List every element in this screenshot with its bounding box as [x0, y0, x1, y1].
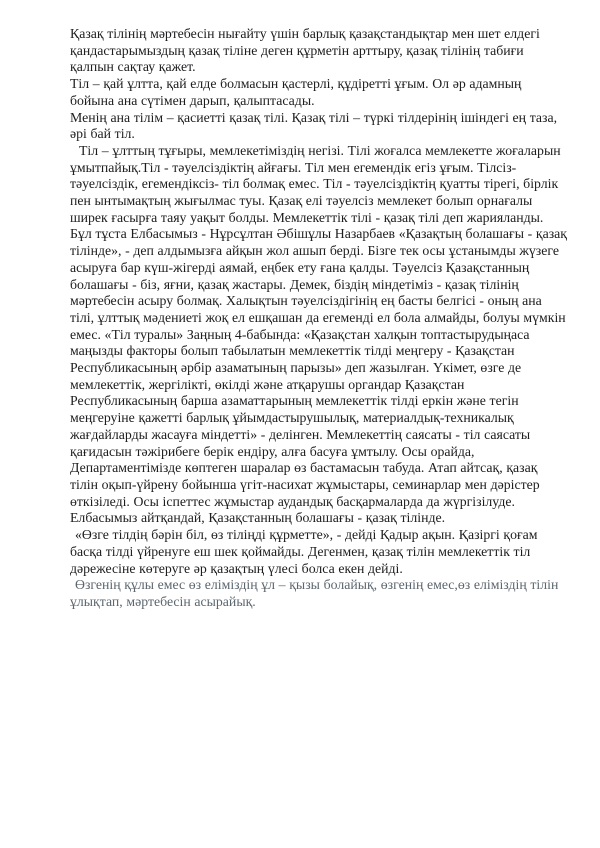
paragraph-3: Менің ана тілім – қасиетті қазақ тілі. Қазақ тілі – түркі тілдерінің ішіндегі ең таза, әрі бай тіл.: [70, 109, 558, 142]
document-text-block: [70, 26, 568, 611]
paragraph-1: Қазақ тілінің мәртебесін нығайту үшін барлық қазақстандықтар мен шет елдегі қандастарымыздың қазақ тіліне деген құрметін арттыру, қазақ тілінің табиғи қалпын сақтау қажет.: [70, 26, 540, 75]
paragraph-4: Тіл – ұлттың тұғыры, мемлекетіміздің негізі. Тілі жоғалса мемлекетте жоғаларын ұмытпайық.Тіл - тәуелсіздіктің айғағы. Тіл мен егемендік егіз ұғым. Тілсіз- тәуелсіздік, егемендіксіз- тіл болмақ емес. Тіл - тәуелсіздіктің қуатты тірегі, бірлік пен ынтымақтың жығылмас туы. Қазақ елі тәуелсіз мемлекет болып орнағалы ширек ғасырға таяу уақыт болды. Мемлекеттік тілі - қазақ тілі деп жарияланды. Бұл тұста Елбасымыз - Нұрсұлтан Әбішұлы Назарбаев «Қазақтың болашағы - қазақ тілінде», - деп алдымызға айқын жол ашып берді. Бізге тек осы ұстанымды жүзеге асыруға бар күш-жігерді аямай, еңбек ету ғана қалды. Тәуелсіз Қазақстанның болашағы - біз, яғни, қазақ жастары. Демек, біздің міндетіміз - қазақ тілінің мәртебесін асыру болмақ. Халықтын тәуелсіздігінің ең басты белгісі - оның ана тілі, ұлттық мәдениеті жоқ ел ешқашан да егеменді ел бола алмайды, болуы мүмкін емес. «Тіл туралы» Заңның 4-бабында: «Қазақстан халқын топтастырудыңаса маңызды факторы болып табылатын мемлекеттік тілді меңгеру - Қазақстан Республикасының әрбір азаматының парызы» деп жазылған. Үкімет, өзге де мемлекеттік, жергілікті, өкілді және атқарушы органдар Қазақстан Республикасының барша азаматтарының мемлекеттік тілді еркін және тегін меңгеруіне қажетті барлық ұйымдастырушылық, материалдық-техникалық жағдайларды жасауға міндетті» - делінген. Мемлекеттің саясаты - тіл саясаты қағидасын тәжірибеге берік ендіру, алға басуға ұмтылу. Осы орайда, Департаментімізде көптеген шаралар өз бастамасын табуда. Атап айтсақ, қазақ тілін оқып-үйрену бойынша үгіт-насихат жұмыстары, семинарлар мен дәрістер өткізіледі. Осы іспеттес жұмыстар аудандық басқармаларда да жүргізілуде. Елбасымыз айтқандай, Қазақстанның болашағы - қазақ тілінде.: [70, 142, 567, 526]
paragraph-6: Өзгенің құлы емес өз еліміздің ұл – қызы болайық, өзгенің емес,өз еліміздің тілін ұлықтап, мәртебесін асырайық.: [70, 577, 559, 609]
paragraph-2: Тіл – қай ұлтта, қай елде болмасын қастерлі, құдіретті ұғым. Ол әр адамның бойына ана сүтімен дарып, қалыптасады.: [70, 76, 522, 108]
paragraph-5: «Өзге тілдің бәрін біл, өз тіліңді құрметте», - дейді Қадыр ақын. Қазіргі қоғам басқа тілді үйренуге еш шек қоймайды. Дегенмен, қазақ тілін мемлекеттік тіл дәрежесіне көтеруге әр қазақтың үлесі болса екен дейді.: [70, 527, 538, 576]
